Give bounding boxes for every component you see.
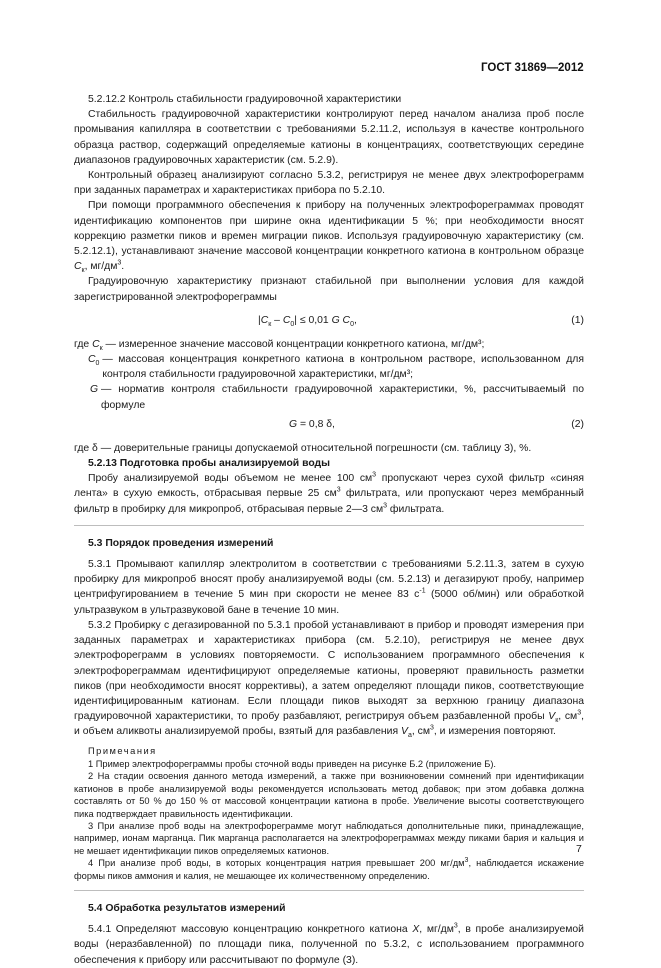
notes-title: Примечания [88, 745, 157, 756]
section-divider [74, 525, 584, 526]
page-number: 7 [576, 843, 582, 855]
formula-1 [74, 311, 584, 331]
note-item: 1 Пример электрофореграммы пробы сточной воды приведен на рисунке Б.2 (приложение Б). [88, 758, 497, 769]
paragraph: 5.3.2 Пробирку с дегазированной по 5.3.1 пробой устанавливают в прибор и проводят измерения при заданных параметрах и характеристиках прибора (см. 5.2.10), регистрируя не менее двух электрофореграмм в условиях повторяемости. С использованием программного обеспечения к электрофореграммам идентифицируют определяемые катионы, проверяют правильность разметки пиков (при необходимости вносят коррективы), а затем определяют площади пиков, соответствующие идентифицированным катионам. Если площади пиков выходят за верхнюю границу диапазона градуировочной характеристики, то пробу разбавляют, регистрируя объем разбавленной пробы $V_к$, $см^3$, и объем аликвоты анализируемой пробы, взятый для разбавления $V_a$, $см^3$, и измерения повторяют. [74, 619, 584, 740]
definition-text: — массовая концентрация конкретного катиона в контрольном растворе, использованном для контроля стабильности градуировочной характеристики, мг/дм³; [102, 354, 584, 381]
definition-row: G — норматив контроля стабильности градуировочной характеристики, %, рассчитываемый по формуле [74, 382, 584, 412]
delta-definition: где δ — доверительные границы допускаемой относительной погрешности (см. таблицу 3), %. [74, 442, 532, 454]
paragraph: Пробу анализируемой воды объемом не менее 100 $см^3$ пропускают через сухой фильтр «синяя лента» в сухую емкость, отбрасывая первые 25 $см^3$ фильтрата, или пропускают через мембранный фильтр в пробирку для микропроб, отбрасывая первые 2—3 $см^3$ фильтрата. [74, 471, 585, 515]
definitions [74, 337, 584, 413]
section-heading-5-4: 5.4 Обработка результатов измерений [88, 902, 286, 914]
definition-text: — норматив контроля стабильности градуировочной характеристики, %, рассчитываемый по формуле [100, 384, 584, 411]
formula-1-number: (1) [571, 314, 584, 326]
section-divider [74, 890, 584, 891]
paragraph: Градуировочную характеристику признают стабильной при выполнении условия для каждой зарегистрированной электрофореграммы [74, 276, 584, 303]
definition-row: $C_0$ — массовая концентрация конкретного катиона в контрольном растворе, использованном для контроля стабильности градуировочной характеристики, мг/дм³; [74, 352, 584, 382]
formula-2 [74, 415, 584, 435]
definition-row: где $C_к$ — измеренное значение массовой концентрации конкретного катиона, мг/дм³; [74, 337, 584, 352]
section-heading-5-2-12-2: 5.2.12.2 Контроль стабильности градуировочной характеристики [88, 94, 402, 105]
formula-2-number: (2) [571, 418, 584, 430]
paragraph: Контрольный образец анализируют согласно 5.3.2, регистрируя не менее двух электрофореграмм при заданных параметрах и характеристиках прибора по 5.2.10. [74, 170, 584, 197]
note-item: 3 При анализе проб воды на электрофореграмме могут наблюдаться дополнительные пики, принадлежащие, например, ионам марганца. Пик марганца располагается на электрофореграммах между пиками бария и кальция и не мешает идентификации пиков определяемых катионов. [74, 820, 584, 856]
paragraph: При помощи программного обеспечения к прибору на полученных электрофореграммах проводят идентификацию компонентов при ширине окна идентификации 5 %; при необходимости вносят коррекцию разметки пиков и времен миграции пиков. Используя градуировочную характеристику (см. 5.2.12.1), устанавливают значение массовой концентрации конкретного катиона в контрольном образце $C_к$, $мг/дм^3$. [74, 200, 584, 275]
formula-1-expression: $|C_к - C_0| \le 0,01$ G $C_0$, [258, 314, 357, 328]
definition-text: — измеренное значение массовой концентрации конкретного катиона, мг/дм³; [105, 338, 485, 350]
note-item: 2 На стадии освоения данного метода измерений, а также при возникновении сомнений при идентификации катионов в пробе анализируемой воды рекомендуется использовать метод добавок; при этом добавка должна составлять от 50 % до 150 % от массовой концентрации катиона в пробе. Увеличение высоты соответствующего пика подтверждает правильность идентификации. [74, 771, 584, 819]
paragraph: Стабильность градуировочной характеристики контролируют перед началом анализа проб после промывания капилляра в соответствии с требованиями 5.2.11.2, используя в качестве контрольного образца раствор, содержащий определяемые катионы в концентрациях, соответствующих середине диапазонов градуировочных характеристик (см. 5.2.9). [74, 109, 584, 166]
page-content [74, 92, 584, 968]
note-item: 4 При анализе проб воды, в которых концентрация натрия превышает 200 $мг/дм^3$, наблюдается искажение формы пиков аммония и калия, не мешающее их количественному определению. [74, 857, 584, 881]
formula-2-expression: G = 0,8 δ, [289, 418, 335, 430]
section-heading-5-2-13: 5.2.13 Подготовка пробы анализируемой воды [88, 458, 330, 470]
standard-header: ГОСТ 31869—2012 [481, 62, 584, 74]
section-heading-5-3: 5.3 Порядок проведения измерений [88, 537, 274, 549]
paragraph: 5.3.1 Промывают капилляр электролитом в соответствии с требованиями 5.2.11.3, затем в сухую пробирку для микропроб вносят пробу анализируемой воды (см. 5.2.13) и дегазируют пробу, например центрифугированием в течение 5 мин при скорости не менее 83 $с^{-1}$ (5000 об/мин) или обработкой ультразвуком в ультразвуковой бане в течение 10 мин. [74, 559, 584, 616]
paragraph: 5.4.1 Определяют массовую концентрацию конкретного катиона X, $мг/дм^3$, в пробе анализируемой воды (неразбавленной) по площади пика, полученной по 5.3.2, с использованием программного обеспечения к прибору или рассчитывают по формуле (3). [74, 922, 584, 966]
notes-block [74, 745, 584, 882]
